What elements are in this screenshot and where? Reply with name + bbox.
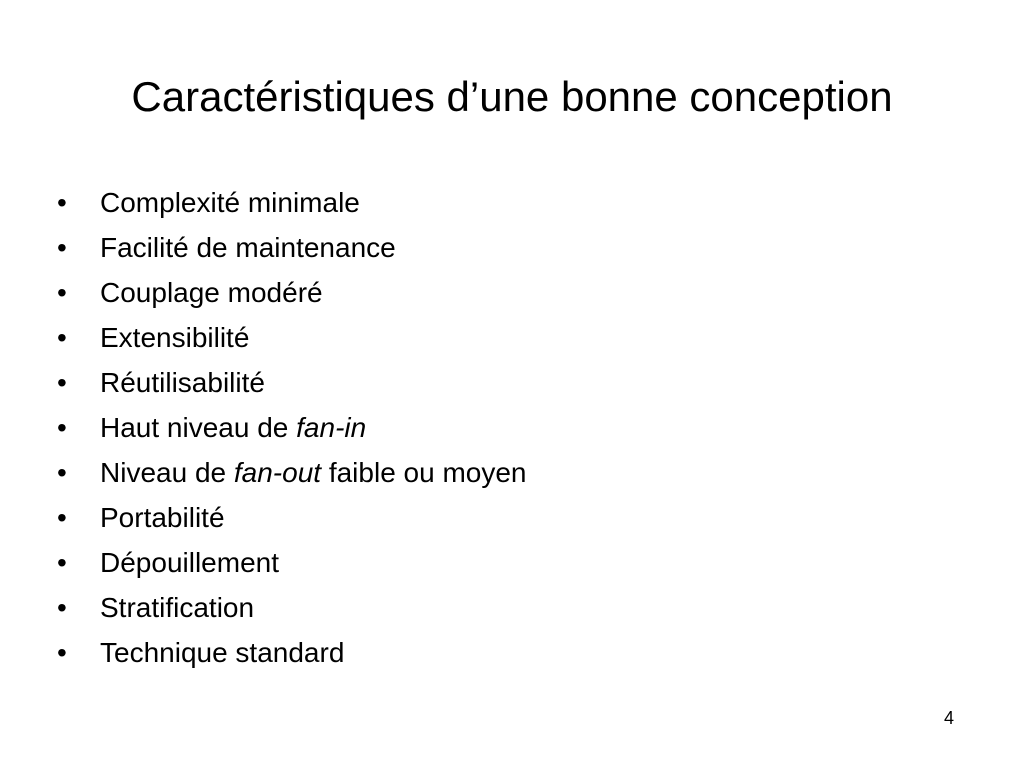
bullet-mark: • [57,187,67,218]
bullet-text [100,450,527,495]
bullet-text-part: Haut niveau de [100,412,297,443]
bullet-text-part: Niveau de [100,457,234,488]
bullet-text [100,540,279,585]
bullet-text-part: Réutilisabilité [100,367,265,398]
bullet-text [100,360,265,405]
slide-title: Caractéristiques d’une bonne conception [131,73,893,120]
bullet-text-part: Portabilité [100,502,225,533]
bullet-text [100,585,254,630]
bullet-mark: • [57,232,67,263]
bullet-text [100,180,360,225]
bullet-mark: • [57,457,67,488]
bullet-mark: • [57,277,67,308]
bullet-text-italic: fan-in [296,412,367,443]
bullet-mark: • [57,322,67,353]
bullet-mark: • [57,367,67,398]
bullet-mark: • [57,547,67,578]
bullet-text-part: faible ou moyen [321,457,527,488]
bullet-text-part: Dépouillement [100,547,279,578]
bullet-text-part: Technique standard [100,637,345,668]
bullet-text [100,495,225,540]
bullet-text-part: Extensibilité [100,322,250,353]
bullet-text [100,315,249,360]
bullet-text-part: Couplage modéré [100,277,323,308]
bullet-text-part: Stratification [100,592,255,623]
bullet-text-italic: fan-out [233,457,322,488]
page-number: 4 [944,708,955,728]
bullet-mark: • [57,592,67,623]
bullet-mark: • [57,502,67,533]
bullet-text [100,225,396,270]
bullet-text-part: Complexité minimale [100,187,360,218]
bullet-mark: • [57,637,67,668]
bullet-text [100,270,323,315]
bullet-mark: • [57,412,67,443]
bullet-text-part: Facilité de maintenance [100,232,396,263]
bullet-text [100,405,366,450]
bullet-text [100,630,344,675]
